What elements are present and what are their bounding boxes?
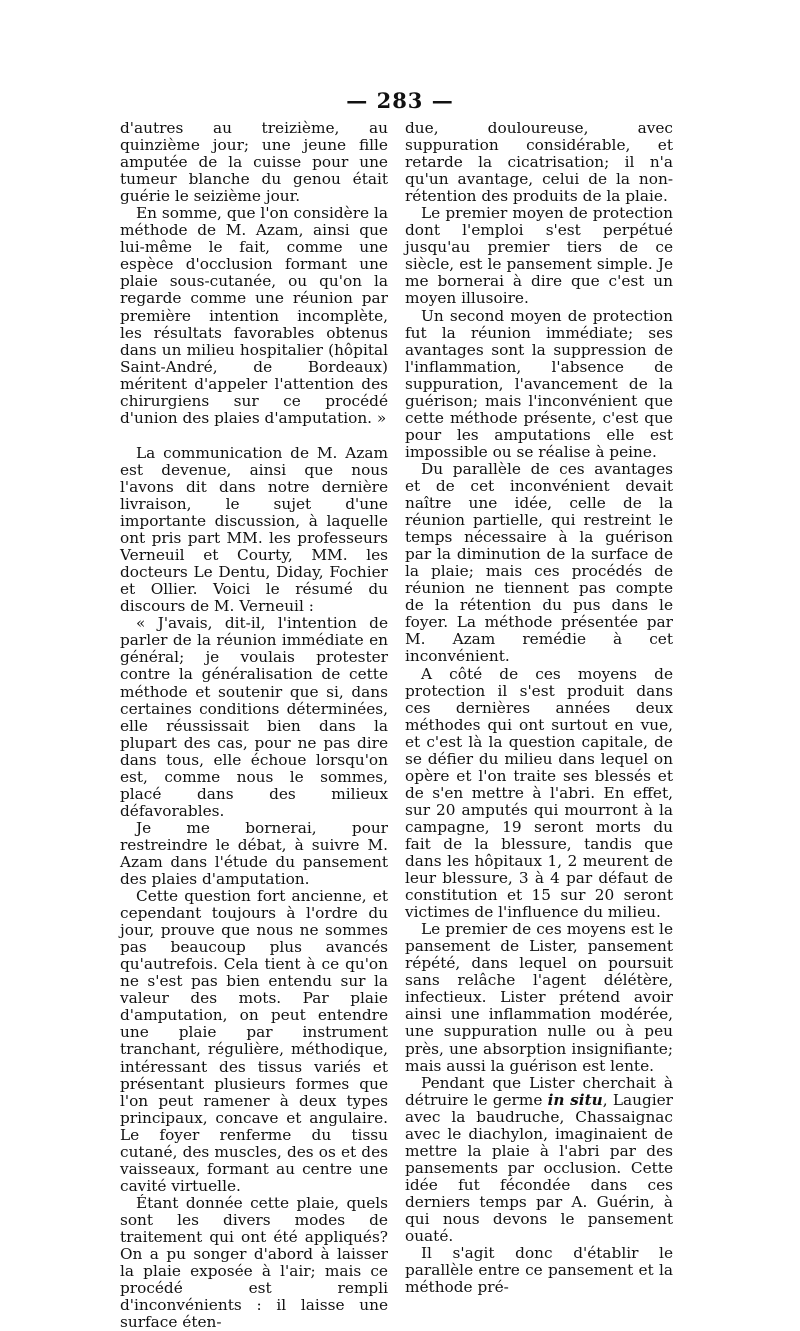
left-column — [120, 120, 388, 1331]
right-column — [405, 120, 673, 1296]
paragraph: A côté de ces moyens de protection il s'est produit dans ces dernières années deux méthodes qui ont surtout en vue, et c'est là la question capitale, de se défier du milieu dans lequel on opère et l'on traite ses blessés et de s'en mettre à l'abri. En effet, sur 20 amputés qui mourront à la campagne, 19 seront morts du fait de la blessure, tandis que dans les hôpitaux 1, 2 meurent de leur blessure, 3 à 4 par défaut de constitution et 15 sur 20 seront victimes de l'influence du milieu. — [405, 664, 673, 922]
paragraph-text: , Laugier avec la baudruche, Chassaignac avec le diachylon, imaginaient de mettre la plaie à l'abri par des pansements par occlusion. Cette idée fut fécondée dans ces derniers temps par A. Guérin, à qui nous devons le pansement ouaté. — [405, 1090, 673, 1246]
page-number: — 283 — — [346, 88, 454, 113]
paragraph: d'autres au treizième, au quinzième jour; une jeune fille amputée de la cuisse pour une tumeur blanche du genou était guérie le seizième jour. — [120, 119, 388, 206]
paragraph: Étant donnée cette plaie, quels sont les divers modes de traitement qui ont été appliqués? On a pu songer d'abord à laisser la plaie exposée à l'air; mais ce procédé est rempli d'inconvénients : il laisse une surface éten- — [120, 1193, 388, 1331]
paragraph-text: Pendant que Lister cherchait à détruire le germe — [405, 1073, 673, 1109]
paragraph: Du parallèle de ces avantages et de cet inconvénient devait naître une idée, celle de la réunion partielle, qui restreint le temps nécessaire à la guérison par la diminution de la surface de la plaie; mais ces procédés de réunion ne tiennent pas compte de la rétention du pus dans le foyer. La méthode présentée par M. Azam remédie à cet inconvénient. — [405, 459, 673, 666]
paragraph: Il s'agit donc d'établir le parallèle entre ce pansement et la méthode pré- — [405, 1244, 673, 1297]
paragraph: « J'avais, dit-il, l'intention de parler de la réunion immédiate en général; je voulais protester contre la généralisation de cette méthode et soutenir que si, dans certaines conditions déterminées, elle réussissait bien dans la plupart des cas, pour ne pas dire dans tous, elle échoue lorsqu'on est, comme nous le sommes, placé dans des milieux défavorables. — [120, 614, 388, 820]
paragraph: La communication de M. Azam est devenue, ainsi que nous l'avons dit dans notre dernière livraison, le sujet d'une importante discussion, à laquelle ont pris part MM. les professeurs Verneuil et Courty, MM. les docteurs Le Dentu, Diday, Fochier et Ollier. Voici le résumé du discours de M. Verneuil : — [120, 443, 388, 616]
paragraph: due, douloureuse, avec suppuration considérable, et retarde la cicatrisation; il n'a qu'un avantage, celui de la non-rétention des produits de la plaie. — [405, 119, 673, 206]
paragraph: En somme, que l'on considère la méthode de M. Azam, ainsi que lui-même le fait, comme une espèce d'occlusion formant une plaie sous-cutanée, ou qu'on la regarde comme une réunion par première intention incomplète, les résultats favorables obtenus dans un milieu hospitalier (hôpital Saint-André, de Bordeaux) méritent d'appeler l'attention des chirurgiens sur ce procédé d'union des plaies d'amputation. » — [120, 204, 388, 427]
italic-term: in situ — [547, 1090, 603, 1109]
paragraph — [405, 1075, 673, 1245]
paragraph: Un second moyen de protection fut la réunion immédiate; ses avantages sont la suppression de l'inflammation, l'absence de suppuration, l'avancement de la guérison; mais l'inconvénient que cette méthode présente, c'est que pour les amputations elle est impossible ou se réalise à peine. — [405, 306, 673, 461]
paragraph: Le premier moyen de protection dont l'emploi s'est perpétué jusqu'au premier tiers de ce siècle, est le pansement simple. Je me bornerai à dire que c'est un moyen illusoire. — [405, 204, 673, 308]
paragraph: Le premier de ces moyens est le pansement de Lister, pansement répété, dans lequel on poursuit sans relâche l'agent délétère, infectieux. Lister prétend avoir ainsi une inflammation modérée, une suppuration nulle ou à peu près, une absorption insignifiante; mais aussi la guérison est lente. — [405, 920, 673, 1075]
paragraph: Je me bornerai, pour restreindre le débat, à suivre M. Azam dans l'étude du pansement des plaies d'amputation. — [120, 818, 388, 889]
paragraph: Cette question fort ancienne, et cependant toujours à l'ordre du jour, prouve que nous ne sommes pas beaucoup plus avancés qu'autrefois. Cela tient à ce qu'on ne s'est pas bien entendu sur la valeur des mots. Par plaie d'amputation, on peut entendre une plaie par instrument tranchant, régulière, méthodique, intéressant des tissus variés et présentant plusieurs formes que l'on peut ramener à deux types principaux, concave et angulaire. Le foyer renferme du tissu cutané, des muscles, des os et des vaisseaux, formant au centre une cavité virtuelle. — [120, 887, 388, 1195]
